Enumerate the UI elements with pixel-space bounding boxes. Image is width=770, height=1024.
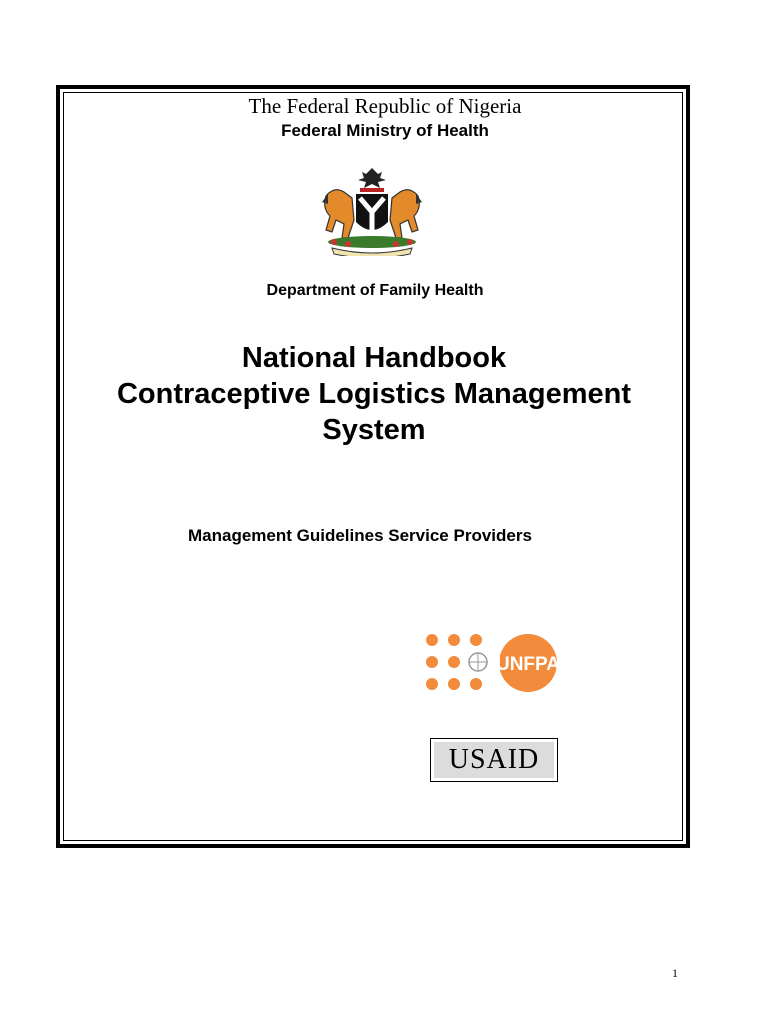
unfpa-logo-text: UNFPA — [495, 654, 561, 675]
document-subtitle: Management Guidelines Service Providers — [188, 526, 532, 545]
ministry-name: Federal Ministry of Health — [281, 121, 489, 140]
document-title — [66, 340, 682, 448]
country-name: The Federal Republic of Nigeria — [248, 94, 522, 118]
title-line-1: National Handbook — [241, 342, 507, 374]
unfpa-logo-icon — [420, 632, 562, 694]
title-line-3: System — [322, 414, 426, 446]
un-emblem-icon — [469, 653, 487, 671]
title-line-2: Contraceptive Logistics Management — [116, 378, 632, 410]
nigeria-coat-of-arms-icon — [314, 164, 430, 256]
page-number: 1 — [672, 966, 678, 980]
usaid-logo-text: USAID — [434, 742, 554, 778]
department-name: Department of Family Health — [266, 282, 484, 299]
usaid-logo — [430, 738, 558, 782]
